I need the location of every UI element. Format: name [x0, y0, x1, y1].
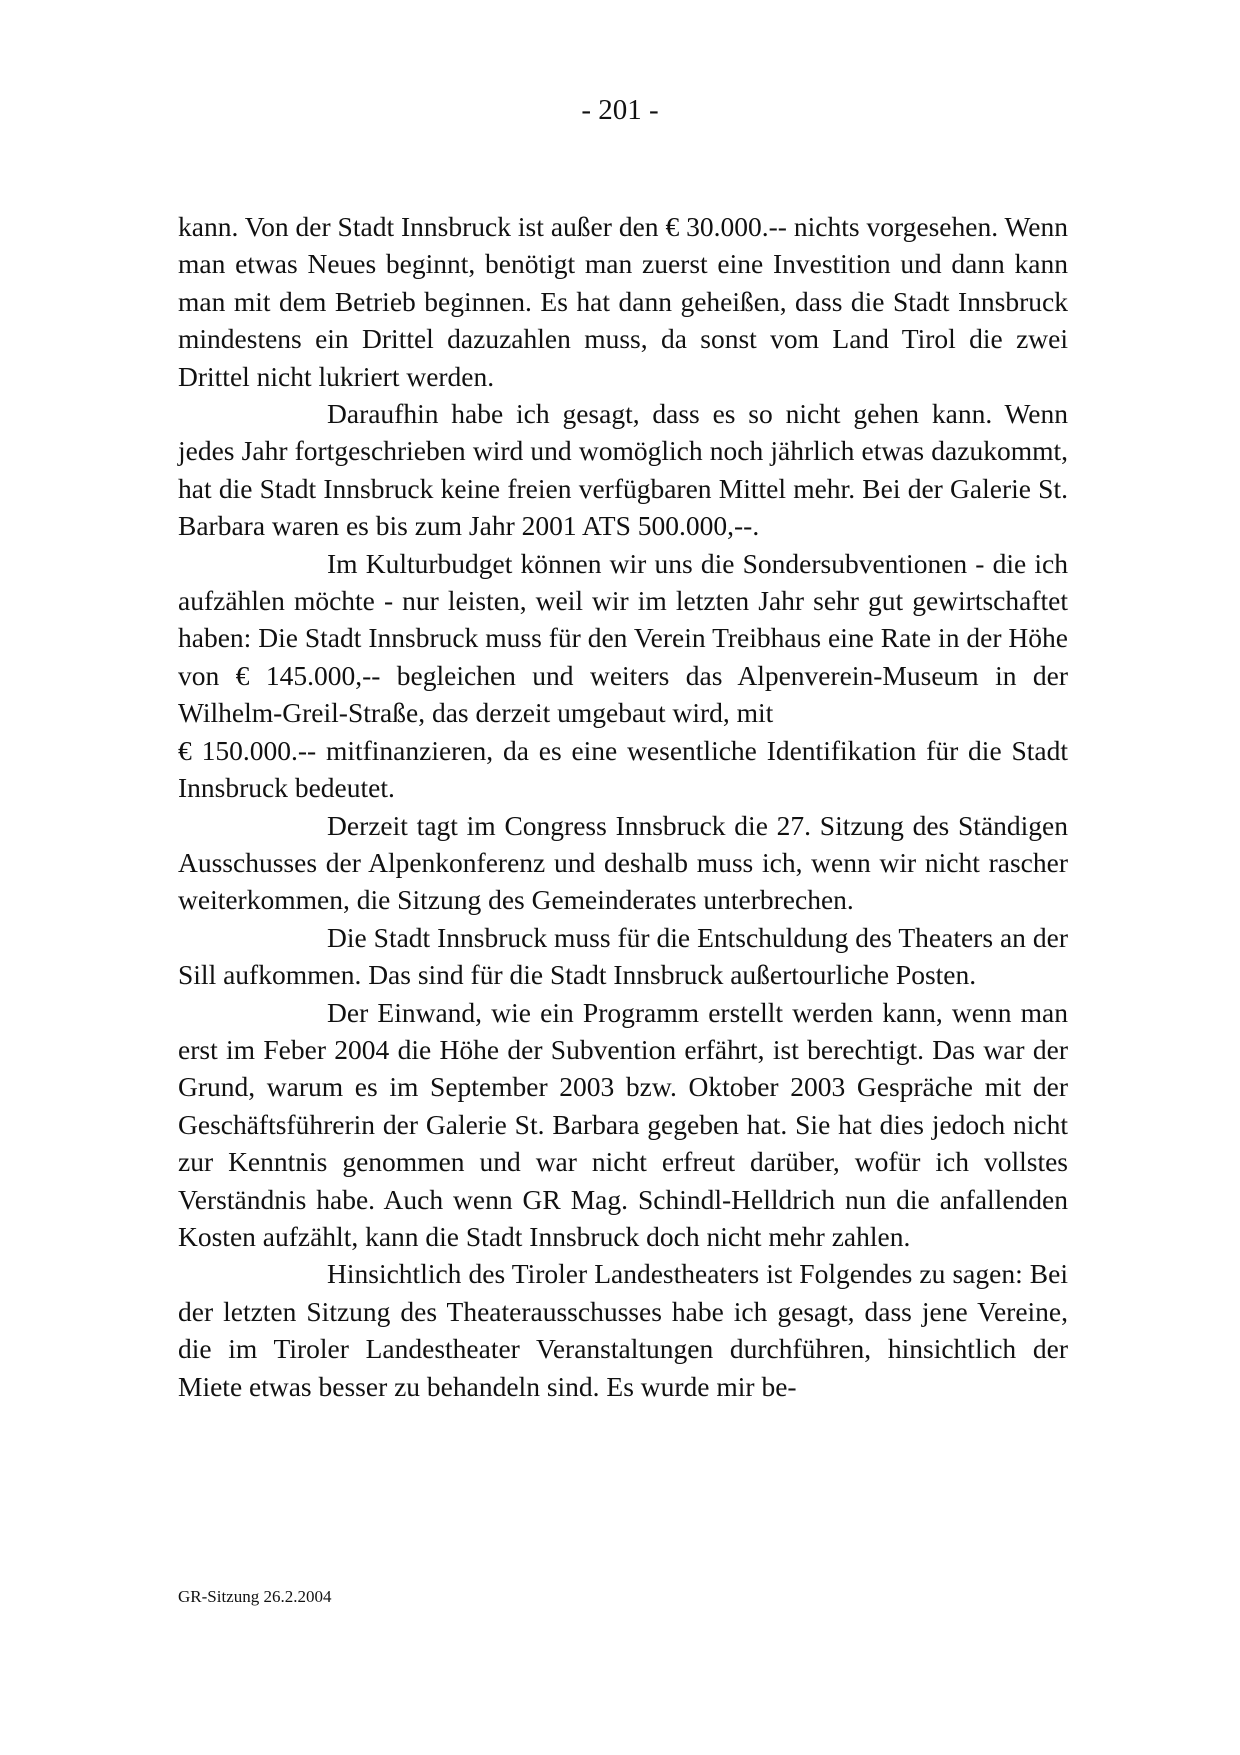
paragraph-6: Der Einwand, wie ein Programm erstellt werden kann, wenn man erst im Feber 2004 die Höhe der Subvention erfährt, ist berechtigt. Das war der Grund, warum es im September 2003 bzw. Oktober 2003 Gespräche mit der Geschäftsführerin der Galerie St. Barbara gegeben hat. Sie hat dies jedoch nicht zur Kenntnis genommen und war nicht erfreut darüber, wofür ich vollstes Verständnis habe. Auch wenn GR Mag. Schindl-Helldrich nun die anfallenden Kosten aufzählt, kann die Stadt Innsbruck doch nicht mehr zahlen. — [178, 996, 1068, 1252]
paragraph-3: Im Kulturbudget können wir uns die Sondersubventionen - die ich aufzählen möchte - nur leisten, weil wir im letzten Jahr sehr gut gewirtschaftet haben: Die Stadt Innsbruck muss für den Verein Treibhaus eine Rate in der Höhe von € 145.000,-- begleichen und weiters das Alpenverein-Museum in der Wilhelm-Greil-Straße, das derzeit umgebaut wird, mit — [178, 547, 1068, 729]
paragraph-4: Derzeit tagt im Congress Innsbruck die 27. Sitzung des Ständigen Ausschusses der Alpenkonferenz und deshalb muss ich, wenn wir nicht rascher weiterkommen, die Sitzung des Gemeinderates unterbrechen. — [178, 809, 1068, 916]
paragraph-7: Hinsichtlich des Tiroler Landestheaters ist Folgendes zu sagen: Bei der letzten Sitzung des Theaterausschusses habe ich gesagt, dass jene Vereine, die im Tiroler Landestheater Veranstaltungen durchführen, hinsichtlich der Miete etwas besser zu behandeln sind. Es wurde mir be- — [178, 1258, 1068, 1402]
body-text — [178, 208, 1068, 1405]
page-number: - 201 - — [581, 94, 659, 126]
paragraph-2: Daraufhin habe ich gesagt, dass es so nicht gehen kann. Wenn jedes Jahr fortgeschrieben wird und womöglich noch jährlich etwas dazukommt, hat die Stadt Innsbruck keine freien verfügbaren Mittel mehr. Bei der Galerie St. Barbara waren es bis zum Jahr 2001 ATS 500.000,--. — [178, 398, 1068, 542]
paragraph-3-continuation: € 150.000.-- mitfinanzieren, da es eine wesentliche Identifikation für die Stadt Innsbruck bedeutet. — [178, 734, 1068, 804]
footer-session-label: GR-Sitzung 26.2.2004 — [178, 1587, 332, 1606]
paragraph-1: kann. Von der Stadt Innsbruck ist außer den € 30.000.-- nichts vorgesehen. Wenn man etwas Neues beginnt, benötigt man zuerst eine Investition und dann kann man mit dem Betrieb beginnen. Es hat dann geheißen, dass die Stadt Innsbruck mindestens ein Drittel dazuzahlen muss, da sonst vom Land Tirol die zwei Drittel nicht lukriert werden. — [178, 211, 1068, 392]
paragraph-5: Die Stadt Innsbruck muss für die Entschuldung des Theaters an der Sill aufkommen. Das sind für die Stadt Innsbruck außertourliche Posten. — [178, 921, 1068, 991]
